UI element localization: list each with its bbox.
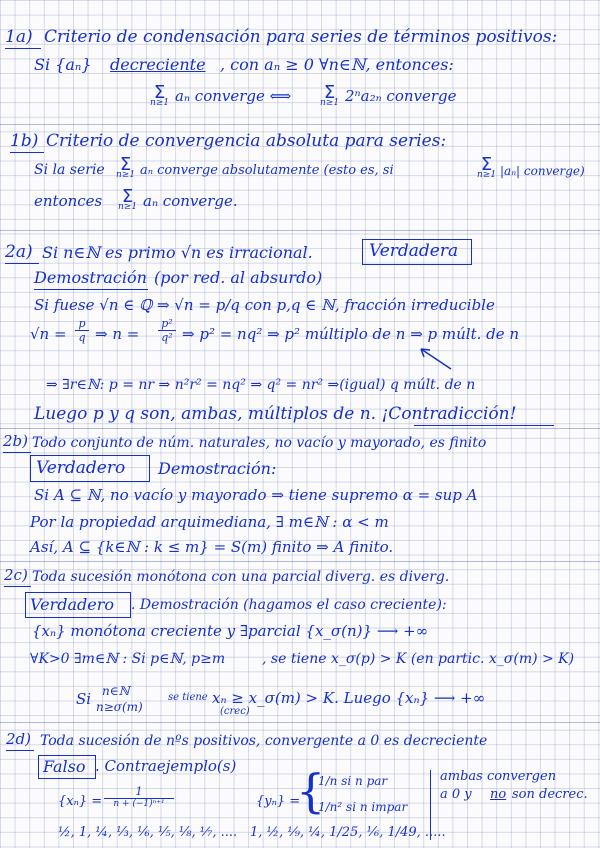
- section-2b-demo-label: Demostración:: [158, 459, 277, 478]
- section-divider: [0, 428, 600, 429]
- section-2c-se-tiene: se tiene: [168, 692, 208, 703]
- section-2d-y-case2: 1/n² si n impar: [318, 800, 408, 814]
- section-2d-seq-y: 1, ½, ⅑, ¼, 1/25, ⅙, 1/49, .....: [250, 825, 446, 840]
- section-2a-line5: ⇒ ∃r∈ℕ: p = nr ⇒ n²r² = nq² ⇒ q² = nr² ⇒(igual) q múlt. de n: [46, 377, 476, 393]
- section-2c-line4-end: , se tiene x_σ(p) > K (en partic. x_σ(m) > K): [262, 651, 575, 667]
- fraction-p-over-q: p q: [75, 318, 89, 343]
- section-2a-line4-start: √n =: [30, 325, 67, 343]
- section-2c-crec: (crec): [220, 706, 250, 717]
- section-2c-cond-bottom: n≥σ(m): [96, 700, 143, 714]
- section-2d-y-lhs: {yₙ} =: [256, 794, 301, 809]
- section-2c-verdict: Verdadero: [30, 595, 114, 614]
- section-2b-label-underline: [3, 452, 31, 453]
- fraction-p2-over-q2: p² q²: [158, 318, 176, 343]
- section-2d-verdict: Falso: [43, 757, 86, 776]
- section-2c-label-underline: [4, 586, 31, 587]
- sum-symbol: Σ n≥1: [118, 186, 138, 212]
- section-2a-claim: Si n∈ℕ es primo √n es irracional.: [42, 243, 313, 262]
- section-2a-demo-method: (por red. al absurdo): [154, 268, 323, 287]
- section-1a-label: 1a): [5, 27, 33, 47]
- section-2a-demo-label: Demostración: [34, 268, 147, 287]
- section-1b-line3-start: entonces: [34, 192, 103, 210]
- section-1b-line2-start: Si la serie: [34, 162, 105, 178]
- arrow-annotation-icon: [415, 345, 455, 371]
- section-2c-demo-label: . Demostración (hagamos el caso creciente):: [131, 597, 447, 613]
- section-2c-claim: Toda sucesión monótona con una parcial diverg. es diverg.: [32, 569, 450, 585]
- section-2c-line5-si: Si: [76, 690, 92, 708]
- section-2d-y-case1: 1/n si n par: [318, 774, 388, 788]
- section-2b-label: 2b): [3, 432, 28, 450]
- section-1b-title: Criterio de convergencia absoluta para series:: [46, 131, 447, 151]
- section-2c-line5-end: xₙ ≥ x_σ(m) > K. Luego {xₙ} ⟶ +∞: [212, 689, 486, 707]
- section-1a-title: Criterio de condensación para series de términos positivos:: [44, 27, 558, 47]
- section-divider: [0, 722, 600, 723]
- sum-symbol: Σ n≥1: [116, 154, 136, 180]
- section-2a-label: 2a): [5, 242, 33, 262]
- section-2d-claim: Toda sucesión de nºs positivos, convergente a 0 es decreciente: [40, 733, 488, 749]
- sum-symbol: Σ n≥1: [320, 82, 340, 108]
- section-1a-equivalence-right: 2ⁿa₂ₙ converge: [345, 87, 457, 105]
- section-2a-label-underline: [5, 263, 39, 264]
- section-2d-label: 2d): [6, 730, 31, 748]
- section-2a-line3: Si fuese √n ∈ ℚ ⇒ √n = p/q con p,q ∈ ℕ, fracción irreducible: [34, 296, 495, 314]
- cases-brace: {: [296, 764, 326, 818]
- section-2d-note-line2-end: son decrec.: [512, 787, 588, 802]
- section-1b-label-underline: [10, 152, 44, 153]
- section-1a-line2-start: Si {aₙ}: [34, 55, 92, 74]
- section-2d-label-underline: [6, 750, 34, 751]
- section-1b-line2-end: |aₙ| converge): [500, 164, 585, 178]
- demo-underline: [34, 289, 148, 290]
- section-2c-cond-top: n∈ℕ: [102, 684, 130, 698]
- section-2c-line3: {xₙ} monótona creciente y ∃parcial {x_σ(n)} ⟶ +∞: [32, 622, 429, 640]
- fraction-x-n: 1 n + (−1)ⁿ⁺¹: [104, 786, 174, 809]
- sum-symbol: Σ n≥1: [477, 154, 497, 180]
- section-2b-line4: Por la propiedad arquimediana, ∃ m∈ℕ : α < m: [30, 513, 389, 531]
- section-1a-label-underline: [5, 48, 41, 49]
- section-1b-label: 1b): [10, 131, 39, 151]
- section-1b-line2-middle: aₙ converge absolutamente (esto es, si: [140, 163, 394, 178]
- section-2d-note-line1: ambas convergen: [440, 769, 557, 784]
- section-divider: [0, 561, 600, 562]
- section-2a-verdict: Verdadera: [369, 241, 459, 261]
- section-2d-note-no: no: [490, 787, 507, 802]
- section-2d-x-lhs: {xₙ} =: [58, 794, 103, 809]
- section-2b-verdict: Verdadero: [36, 458, 126, 478]
- section-divider: [0, 124, 600, 125]
- section-2c-line4-start: ∀K>0 ∃m∈ℕ : Si p∈ℕ, p≥m: [30, 651, 226, 667]
- section-1a-decreciente: decreciente: [110, 55, 206, 74]
- contradiction-underline: [414, 425, 554, 426]
- section-2c-label: 2c): [4, 566, 28, 584]
- section-1a-equivalence-left: aₙ converge ⟺: [175, 87, 292, 105]
- section-2a-line4-middle: ⇒ n =: [95, 325, 140, 343]
- section-2d-seq-x: ½, 1, ¼, ⅓, ⅙, ⅕, ⅛, ⅐, ....: [58, 825, 238, 840]
- section-2b-line3: Si A ⊆ ℕ, no vacío y mayorado ⇒ tiene supremo α = sup A: [34, 486, 478, 504]
- section-2b-line5: Así, A ⊆ {k∈ℕ : k ≤ m} = S(m) finito ⇒ A finito.: [30, 538, 394, 556]
- section-1b-line3-end: aₙ converge.: [143, 192, 238, 210]
- section-2b-claim: Todo conjunto de núm. naturales, no vacío y mayorado, es finito: [32, 435, 487, 451]
- sum-symbol: Σ n≥1: [150, 82, 170, 108]
- section-2d-note-line2-start: a 0 y: [440, 787, 472, 802]
- section-2d-contraejemplo: . Contraejemplo(s): [95, 757, 237, 775]
- section-1a-line2-end: , con aₙ ≥ 0 ∀n∈ℕ, entonces:: [220, 55, 454, 74]
- section-2a-line4-end: ⇒ p² = nq² ⇒ p² múltiplo de n ⇒ p múlt. de n: [182, 325, 520, 343]
- section-divider: [0, 230, 600, 231]
- section-2a-line6: Luego p y q son, ambas, múltiplos de n. ¡Contradicción!: [34, 404, 517, 424]
